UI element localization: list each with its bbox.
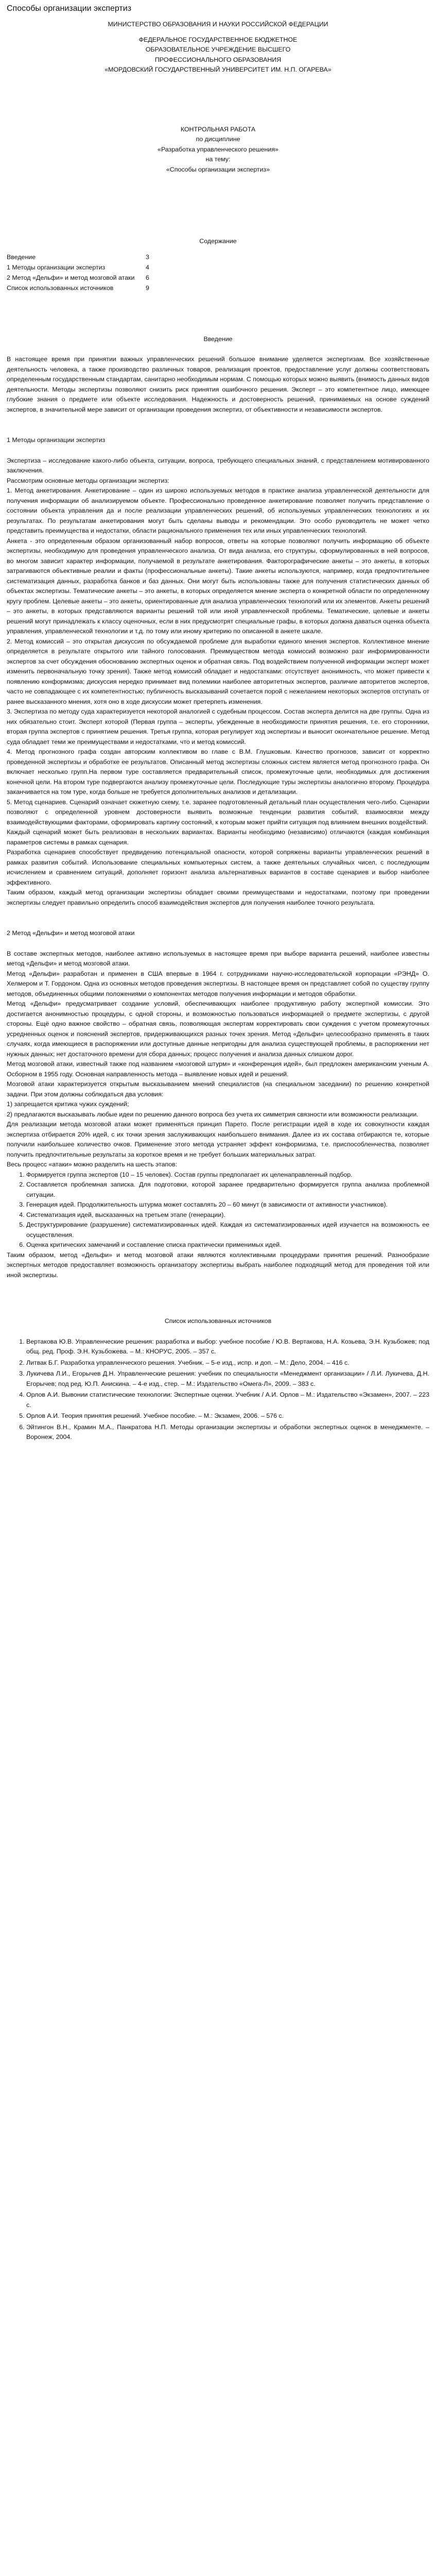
institution-line: ФЕДЕРАЛЬНОЕ ГОСУДАРСТВЕННОЕ БЮДЖЕТНОЕ bbox=[138, 36, 298, 43]
paragraph: 1. Метод анкетирования. Анкетирование – один из широко используемых методов в практике анализа управленческой деятельности для получения информации об анализируемом объекте. Профессионально проведенное анкетирование позволяет получить представление о состоянии объекта управления да и после реализации управленческих решений, об используемых управленческих технологиях и их результатах. По результатам анкетирования могут быть сделаны выводы и рекомендации. Это особо руководитель не может четко представить преимущества и недостатки, области рационального применения тех или иных управленческих технологий. bbox=[7, 487, 429, 534]
list-item: 5. Деструктурирование (разрушение) систематизированных идей. Каждая из систематизированных идей изучается на возможность ее осуществления. bbox=[26, 1220, 429, 1240]
reference-item: 5. Орлов А.И. Теория принятия решений. Учебное пособие. – М.: Экзамен, 2006. – 576 с. bbox=[26, 1411, 429, 1421]
paragraph: 2) предлагаются высказывать любые идеи по решению данного вопроса без учета их симметрия связности или возможности реализации. bbox=[7, 1110, 418, 1118]
reference-item: 6. Эйтингон В.Н., Крамин М.А., Панкратова Н.П. Методы организации экспертизы и обработки экспертных оценок в менеджменте. – Воронеж, 2004. bbox=[26, 1422, 429, 1443]
section-heading: Список использованных источников bbox=[164, 1317, 272, 1325]
toc-page: 4 bbox=[146, 263, 149, 271]
paragraph: Экспертиза – исследование какого-либо объекта, ситуации, вопроса, требующего специальных знаний, с представлением мотивированного заключения. bbox=[7, 456, 429, 474]
toc-label: 1 Методы организации экспертиз bbox=[7, 263, 106, 271]
institution-line: «МОРДОВСКИЙ ГОСУДАРСТВЕННЫЙ УНИВЕРСИТЕТ ИМ. Н.П. ОГАРЕВА» bbox=[104, 66, 332, 73]
section-heading: 1 Методы организации экспертиз bbox=[7, 436, 106, 444]
stages-list bbox=[7, 1170, 429, 1250]
paragraph: Метод мозговой атаки, известный также под названием «мозговой штурм» и «конференция идей», был предложен американским ученым А. Осборном в 1955 году. Основная направленность метода – выявление новых идей и решений. bbox=[7, 1060, 429, 1078]
paragraph: 5. Метод сценариев. Сценарий означает сюжетную схему, т.е. заранее подготовленный детальный план осуществления чего-либо. Сценарии позволяют с определенной уровнем достоверности выявить возможные тенденции развития событий, взаимосвязи между взаимодействующими факторами, сформировать картину состояний, к которым может прийти ситуация под влиянием внешних воздействий. bbox=[7, 798, 429, 826]
section-heading: Введение bbox=[203, 335, 233, 343]
list-item: 2. Составляется проблемная записка. Для подготовки, которой заранее предварительно формируется группа анализа проблемной ситуации. bbox=[26, 1180, 429, 1200]
section-2 bbox=[7, 928, 429, 1280]
institution-line: ПРОФЕССИОНАЛЬНОГО ОБРАЗОВАНИЯ bbox=[154, 56, 282, 63]
topic-label: на тему: bbox=[205, 156, 231, 163]
title-page bbox=[7, 20, 429, 175]
section-1 bbox=[7, 435, 429, 908]
paragraph: 2. Метод комиссий – это открытая дискуссия по обсуждаемой проблеме для выработки единого мнения экспертов. Коллективное мнение определяется в результате открытого или тайного голосования. Преимуществом метода комиссий возможно разг информированности экспертов за счет обсуждения обоснованию экспертных оценок и обратная связь. Под воздействием полученной информации эксперт может изменить первоначальную точку зрения). Также метод комиссий обладает и недостатками: отсутствует анонимность, что может привести к появлению конформизма; дискуссия нередко принимает вид полемики наиболее авторитетных экспертов, различие авторитетов экспертов, часто не совпадающее с их компетентностью; публичность высказываний сочетается порой с нежеланием некоторых экспертов отступать от ранее высказанного мнения, хотя оно в ходе дискуссии может претерпеть изменения. bbox=[7, 637, 429, 705]
paragraph: Метод «Дельфи» разработан и применен в США впервые в 1964 г. сотрудниками научно-исследовательской корпорации «РЭНД» О. Хелмером и Т. Гордоном. Одна из основных методов проведения экспертизы. В настоящее время он представляет собой по существу группу методов, объединенных общими положениями о компонентах методов получения информации и методов обработки. bbox=[7, 970, 429, 997]
toc-page: 3 bbox=[146, 253, 149, 261]
toc-row[interactable] bbox=[7, 273, 166, 283]
section-heading: 2 Метод «Дельфи» и метод мозговой атаки bbox=[7, 929, 135, 937]
toc-label: Список использованных источников bbox=[7, 284, 114, 292]
paragraph: Таким образом, каждый метод организации экспертизы обладает своими преимуществами и недостатками, поэтому при проведении экспертизы следует правильно определить способ взаимодействия экспертов для получения наиболее точного результата. bbox=[7, 889, 429, 906]
toc-row[interactable] bbox=[7, 283, 166, 293]
paragraph: Мозговой атаки характеризуется открытым высказыванием мнений специалистов (на специальном заседании) по решению конкретной задачи. При этом должны соблюдаться два условия: bbox=[7, 1080, 429, 1098]
list-item: 6. Оценка критических замечаний и составление списка практически применимых идей. bbox=[26, 1240, 429, 1250]
paragraph: В составе экспертных методов, наиболее активно используемых в настоящее время при выборе варианта решений, наиболее известны метод «Дельфи» и метод мозговой атаки. bbox=[7, 950, 429, 967]
table-of-contents bbox=[7, 236, 429, 293]
references-section bbox=[7, 1316, 429, 1443]
paragraph: Для реализации метода мозговой атаки может применяться принцип Парето. После регистрации идей в ходе их совокупности каждая экспертиза отбирается 20% идей, с их точки зрения заслуживающих наибольшего внимания. Далее из их состава отбираются те, которые получили наибольшее количество очков. Применение этого метода устраняет эффект конформизма, т.е. приспособленчества, позволяет получить предпочтительные результаты за короткое время и не требует больших материальных затрат. bbox=[7, 1121, 429, 1158]
paragraph: 1) запрещается критика чужих суждений; bbox=[7, 1100, 129, 1108]
list-item: 1. Формируется группа экспертов (10 – 15 человек). Состав группы предполагает их целенаправленный подбор. bbox=[26, 1170, 429, 1180]
discipline-name: «Разработка управленческого решения» bbox=[158, 145, 278, 153]
ministry-name: МИНИСТЕРСТВО ОБРАЗОВАНИЯ И НАУКИ РОССИЙСКОЙ ФЕДЕРАЦИИ bbox=[108, 21, 328, 28]
institution-line: ОБРАЗОВАТЕЛЬНОЕ УЧРЕЖДЕНИЕ ВЫСШЕГО bbox=[145, 46, 291, 53]
reference-item: 2. Литвак Б.Г. Разработка управленческого решения. Учебник. – 5-е изд., испр. и доп. – М.: Дело, 2004. – 416 с. bbox=[26, 1358, 429, 1368]
paragraph: Метод «Дельфи» предусматривает создание условий, обеспечивающих наиболее продуктивную работу экспертной комиссии. Это достигается анонимностью процедуры, с одной стороны, и возможностью пользоваться информацией о предмете экспертизы, с другой стороны. Ещё одно важное свойство – обратная связь, позволяющая экспертам корректировать свои суждения с учетом промежуточных усредненных оценок и пояснений экспертов, придерживающихся разных точек зрения. Метод «Дельфи» целесообразно применять в таких случаях, когда имеющиеся в распоряжении или доступные данные непригодны для анализа существующей проблемы, в распоряжении нет нужных данных; нет достаточного времени для сбора данных; процесс получения и анализа данных слишком дорог. bbox=[7, 1000, 429, 1058]
toc-label: 2 Метод «Дельфи» и метод мозговой атаки bbox=[7, 274, 135, 281]
references-list bbox=[7, 1337, 429, 1443]
paragraph: Весь процесс «атаки» можно разделить на шесть этапов: bbox=[7, 1161, 178, 1168]
topic-name: «Способы организации экспертиз» bbox=[166, 165, 270, 173]
page-title: Способы организации экспертиз bbox=[7, 4, 132, 13]
toc-label: Введение bbox=[7, 253, 36, 261]
paragraph: 4. Метод прогнозного графа создан авторским коллективом во главе с В.М. Глушковым. Качество прогнозов, зависит от корректно проведенной экспертизы и обработке ее результатов. Описанный метод экспертизы сложных систем является метод прогнозного графа. Он включает несколько групп.На первом туре составляется предварительный список, промежуточные цели, необходимых для достижения конечной цели. На втором туре подвергаются анализу промежуточные цели. Последующие туры экспертизы аналогично второму. Процедура заканчивается на том туре, когда больше не требуется дополнительных анализов и детализации. bbox=[7, 748, 429, 795]
paragraph: Анкета - это определенным образом организованный набор вопросов, ответы на которые позволяют получить информацию об объекте экспертизы, необходимую для проведения управленческого анализа. От вида анализа, его структуры, сформулированных в ней вопросов, во многом зависит характер информации, получаемой в результате анкетирования. Факторографические анкеты – это анкеты, в которых затрагиваются объективные реалии и факты (профессиональные анкеты). Такие анкеты используются, например, когда предпочтительнее систематизация данных, разработка банков и баз данных. Они могут быть использованы также для получения статистических данных об объектах экспертизы. Тематические анкеты – это анкеты, в которых определяется мнение эксперта о конкретной области по определенному кругу проблем. Целевые анкеты – это анкеты, ориентированные для анализа управленческих технологий или их элементов. Анкеты решений – это анкеты, в которых представляются варианты решений той или иной управленческой проблемы. Тематические, целевые и анкеты решений могут принадлежать к классу оценочных, если в них предусмотрят специальные графы, в которых должна даваться оценка объекта управления, управленческой технологии и т.д. по тому или иному критерию по описанной в анкете шкале. bbox=[7, 537, 429, 635]
reference-item: 1. Вертакова Ю.В. Управленческие решения: разработка и выбор: учебное пособие / Ю.В. Вертакова, Н.А. Козьева, Э.Н. Кузьбожев; под общ. ред. Проф. Э.Н. Кузьбожева. – М.: КНОРУС, 2005. – 357 с. bbox=[26, 1337, 429, 1357]
list-item: 3. Генерация идей. Продолжительность штурма может составлять 20 – 60 минут (в зависимости от активности участников). bbox=[26, 1200, 429, 1210]
list-item: 4. Систематизация идей, высказанных на третьем этапе (генерации). bbox=[26, 1210, 429, 1221]
reference-item: 3. Лукичева Л.И., Егорычев Д.Н. Управленческие решения: учебник по специальности «Менеджмент организации» / Л.И. Лукичева, Д.Н. Егорычев; под ред. Ю.П. Анискина. – 4-е изд., стер. – М.: Издательство «Омега-Л», 2009. – 383 с. bbox=[26, 1369, 429, 1389]
toc-page: 6 bbox=[146, 274, 149, 281]
toc-table bbox=[7, 252, 166, 293]
toc-heading: Содержание bbox=[199, 238, 237, 245]
paragraph: Рассмотрим основные методы организации экспертиз: bbox=[7, 477, 169, 484]
paragraph: Разработка сценариев способствует предвидению потенциальной опасности, которой сопряжены варианты управленческих решений в рамках развития событий. Использование специальных компьютерных систем, а также деятельных случайных чисел, с последующим исчислением и сравнением ситуаций, дополняет горизонт анализа альтернативных вариантов в составе сценариев и выбор наиболее эффективного. bbox=[7, 849, 429, 886]
discipline-label: по дисциплине bbox=[196, 135, 240, 143]
introduction-section bbox=[7, 334, 429, 415]
toc-row[interactable] bbox=[7, 252, 166, 262]
paragraph: В настоящее время при принятии важных управленческих решений большое внимание уделяется экспертизам. Все хозяйственные деятельность человека, а также производство различных товаров, реализация проектов, предоставление услуг должны соответствовать определенным государственным стандартам, санитарно необходимым нормам. С помощью которых можно выявить (внимость данных видов деятельности. Методы экспертизы позволяют снизить риск принятия ошибочного решения. Эксперт – это компетентное лицо, имеющее глубокие знания о предмете или объекте исследования. Надежность и достоверность решений, принимаемых на основе суждений экспертов, в значительной мере зависит от организации проведения экспертиз, от объективности и независимости экспертов. bbox=[7, 355, 429, 413]
paragraph: Таким образом, метод «Дельфи» и метод мозговой атаки являются коллективными процедурами принятия решений. Разнообразие экспертных методов предоставляет возможность организатору экспертизы выбрать наиболее подходящий метод для проведения той или иной экспертизы. bbox=[7, 1251, 429, 1279]
paragraph: 3. Экспертиза по методу суда характеризуется некоторой аналогией с судебным процессом. Состав эксперта делится на две группы. Одна из них обязательно стоит. Эксперт которой (Первая группа – эксперты, убежденные в необходимости принятия решения, т.е. его сторонники, вторая группа экспертов с принятием решения. Третья группа, которая регулирует ход экспертизы и выносит окончательное решение. Метод суда обладает теми же преимуществами и недостатками, что и метод комиссий. bbox=[7, 708, 429, 745]
reference-item: 4. Орлов А.И. Вывонии статистические технологии: Экспертные оценки. Учебник / А.И. Орлов – М.: Издательство «Экзамен», 2007. – 223 с. bbox=[26, 1390, 429, 1410]
work-type: КОНТРОЛЬНАЯ РАБОТА bbox=[180, 125, 256, 133]
toc-page: 9 bbox=[146, 284, 149, 292]
paragraph: Каждый сценарий может быть реализован в нескольких вариантах. Варианты необходимо (независимо) отличаются (каждая комбинация параметров системы в рамках сценария. bbox=[7, 828, 429, 846]
toc-row[interactable] bbox=[7, 262, 166, 273]
